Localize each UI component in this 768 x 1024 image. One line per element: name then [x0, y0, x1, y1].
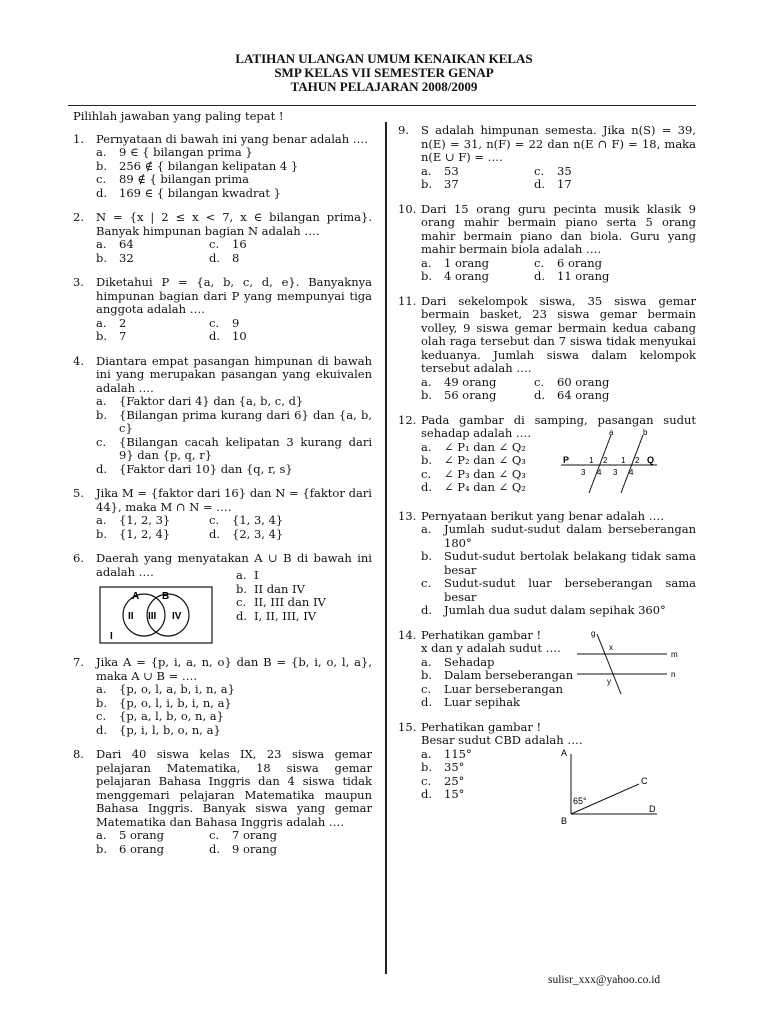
option[interactable]: b. 7 — [96, 329, 127, 343]
question-text: Perhatikan gambar ! — [421, 627, 542, 642]
question-number: 13. — [398, 508, 417, 523]
option[interactable]: d. Luar sepihak — [421, 695, 521, 709]
svg-text:2: 2 — [603, 455, 608, 465]
option[interactable]: b. {Bilangan prima kurang dari 6} dan {a, b, c} — [96, 407, 372, 435]
question-number: 10. — [398, 201, 417, 216]
option[interactable]: b. 6 orang — [96, 841, 165, 856]
venn-region-3: III — [148, 611, 157, 622]
svg-text:Q: Q — [647, 454, 655, 465]
question-number: 3. — [73, 275, 84, 289]
question-11 — [398, 295, 696, 403]
header-line-1: LATIHAN ULANGAN UMUM KENAIKAN KELAS — [235, 51, 533, 66]
option[interactable]: c. 6 orang — [534, 255, 603, 270]
column-divider — [385, 122, 387, 974]
question-number: 2. — [73, 210, 84, 224]
option[interactable]: d. I, II, III, IV — [236, 608, 317, 623]
svg-text:y: y — [607, 677, 611, 686]
svg-text:4: 4 — [629, 467, 634, 477]
question-number: 4. — [73, 353, 84, 368]
option[interactable]: a. {Faktor dari 4} dan {a, b, c, d} — [96, 394, 304, 408]
option[interactable]: c. 16 — [209, 237, 247, 251]
question-text: Daerah yang menyatakan A ∪ B di bawah ini adalah …. — [96, 551, 372, 579]
question-15 — [398, 721, 696, 828]
question-text: Dari sekelompok siswa, 35 siswa gemar bermain basket, 23 siswa gemar bermain volley, 9 siswa gemar bermain kedua cabang olah raga tersebut dan 7 siswa tidak menyukai keduanya. Jumlah siswa dalam kelompok tersebut adalah …. — [421, 293, 696, 375]
question-number: 5. — [73, 486, 84, 500]
svg-text:3: 3 — [613, 467, 618, 477]
svg-text:B: B — [561, 815, 568, 826]
option[interactable]: a. ∠ P₁ dan ∠ Q₂ — [421, 439, 526, 454]
question-number: 11. — [398, 293, 417, 308]
question-text: Pada gambar di samping, pasangan sudut sehadap adalah …. — [421, 412, 696, 440]
svg-text:C: C — [641, 775, 648, 786]
parallel-lines-figure — [561, 429, 661, 499]
venn-region-2: II — [128, 611, 134, 622]
option[interactable]: b. Sudut-sudut bertolak belakang tidak sama besar — [421, 549, 696, 577]
svg-text:a: a — [609, 428, 614, 437]
svg-text:4: 4 — [597, 467, 602, 477]
option[interactable]: a. {1, 2, 3} — [96, 513, 171, 527]
svg-text:x: x — [609, 643, 613, 652]
svg-text:1: 1 — [589, 455, 594, 465]
option[interactable]: b. {1, 2, 4} — [96, 526, 171, 541]
option[interactable]: d. Jumlah dua sudut dalam sepihak 360° — [421, 603, 666, 617]
option[interactable]: c. 89 ∉ { bilangan prima — [96, 172, 249, 186]
svg-text:1: 1 — [621, 455, 626, 465]
option[interactable]: a. 5 orang — [96, 828, 165, 842]
question-6 — [73, 552, 372, 645]
question-4 — [73, 355, 372, 477]
question-subtext: x dan y adalah sudut …. — [421, 641, 561, 655]
svg-text:P: P — [563, 454, 570, 465]
option[interactable]: d. 64 orang — [534, 388, 610, 402]
question-9 — [398, 124, 696, 192]
question-number: 9. — [398, 123, 409, 137]
option[interactable]: b. 37 — [421, 177, 459, 191]
option[interactable]: c. 7 orang — [209, 828, 278, 842]
option[interactable]: b. II dan IV — [236, 581, 305, 596]
question-text: Pernyataan di bawah ini yang benar adalah …. — [96, 131, 368, 146]
venn-region-4: IV — [172, 611, 182, 622]
option[interactable]: c. {p, a, l, b, o, n, a} — [96, 709, 224, 723]
question-text: N = {x | 2 ≤ x < 7, x ∈ bilangan prima}. Banyak himpunan bagian N adalah …. — [96, 210, 372, 238]
instruction: Pilihlah jawaban yang paling tepat ! — [73, 109, 284, 123]
question-2 — [73, 211, 372, 265]
footer-email: sulisr_xxx@yahoo.co.id — [548, 974, 661, 986]
option[interactable]: a. 64 — [96, 237, 134, 251]
option[interactable]: c. {1, 3, 4} — [209, 513, 284, 527]
question-10 — [398, 203, 696, 284]
option[interactable]: c. Sudut-sudut luar berseberangan sama besar — [421, 576, 696, 604]
header-divider — [68, 105, 696, 106]
option[interactable]: b. Dalam berseberangan — [421, 668, 574, 682]
svg-text:g: g — [591, 629, 596, 638]
question-text: Jika A = {p, i, a, n, o} dan B = {b, i, o, l, a}, maka A ∪ B = …. — [96, 655, 372, 683]
question-text: Perhatikan gambar ! — [421, 719, 542, 734]
option[interactable]: c. II, III dan IV — [236, 595, 326, 609]
question-number: 8. — [73, 747, 84, 761]
question-number: 7. — [73, 655, 84, 669]
header-line-3: TAHUN PELAJARAN 2008/2009 — [290, 79, 478, 94]
venn-region-1: I — [110, 631, 113, 642]
question-text: Diantara empat pasangan himpunan di bawah ini yang merupakan pasangan yang ekuivalen adalah …. — [96, 353, 372, 395]
svg-text:65°: 65° — [573, 795, 587, 806]
option[interactable]: a. 2 — [96, 315, 127, 330]
option[interactable]: b. 32 — [96, 250, 134, 265]
option[interactable]: a. 1 orang — [421, 255, 490, 270]
option[interactable]: d. 8 — [209, 250, 240, 265]
svg-text:b: b — [643, 428, 648, 437]
question-13 — [398, 510, 696, 618]
option[interactable]: b. 56 orang — [421, 388, 497, 402]
venn-label-b: B — [162, 591, 170, 602]
option[interactable]: b. 256 ∉ { bilangan kelipatan 4 } — [96, 158, 299, 173]
angle-figure — [531, 748, 661, 828]
left-column — [73, 110, 372, 867]
question-7 — [73, 656, 372, 737]
question-14 — [398, 629, 696, 710]
option[interactable]: a. Sehadap — [421, 654, 495, 669]
option[interactable]: a. Jumlah sudut-sudut dalam berseberangan 180° — [421, 522, 696, 550]
question-3 — [73, 276, 372, 344]
option[interactable]: b. {p, o, l, i, b, i, n, a} — [96, 695, 232, 710]
question-text: Dari 15 orang guru pecinta musik klasik 9 orang mahir bermain piano serta 5 orang mahir bermain piano dan biola. Guru yang mahir bermain biola adalah …. — [421, 201, 696, 256]
option[interactable]: d. 169 ∈ { bilangan kwadrat } — [96, 185, 281, 200]
question-12 — [398, 414, 696, 499]
option[interactable]: b. 35° — [421, 760, 465, 774]
option[interactable]: c. 60 orang — [534, 374, 610, 389]
transversal-figure — [569, 628, 681, 696]
question-number: 1. — [73, 131, 84, 146]
option[interactable]: b. ∠ P₂ dan ∠ Q₃ — [421, 453, 526, 467]
question-number: 6. — [73, 551, 84, 565]
document-header — [0, 52, 768, 94]
option[interactable]: d. {p, i, l, b, o, n, a} — [96, 722, 221, 737]
option[interactable]: d. 17 — [534, 177, 572, 191]
question-number: 15. — [398, 719, 417, 734]
option[interactable]: c. ∠ P₃ dan ∠ Q₃ — [421, 466, 526, 481]
option[interactable]: c. 9 — [209, 315, 240, 330]
option[interactable]: a. 53 — [421, 163, 459, 178]
option[interactable]: c. 25° — [421, 773, 465, 788]
svg-text:2: 2 — [635, 455, 640, 465]
option[interactable]: c. {Bilangan cacah kelipatan 3 kurang dari 9} dan {p, q, r} — [96, 434, 372, 462]
option[interactable]: c. Luar berseberangan — [421, 681, 563, 696]
question-subtext: Besar sudut CBD adalah …. — [421, 733, 583, 747]
option[interactable]: d. {Faktor dari 10} dan {q, r, s} — [96, 461, 293, 476]
question-5 — [73, 487, 372, 541]
option[interactable]: a. 9 ∈ { bilangan prima } — [96, 145, 253, 159]
option[interactable]: d. {2, 3, 4} — [209, 526, 284, 541]
svg-text:3: 3 — [581, 467, 586, 477]
question-text: S adalah himpunan semesta. Jika n(S) = 39, n(E) = 31, n(F) = 22 dan n(E ∩ F) = 18, maka n(E ∪ F) = …. — [421, 123, 696, 164]
svg-text:n: n — [671, 670, 676, 679]
option[interactable]: c. 35 — [534, 163, 572, 178]
option[interactable]: d. 11 orang — [534, 269, 610, 283]
question-1 — [73, 133, 372, 201]
option[interactable]: a. I — [236, 568, 259, 582]
venn-diagram — [96, 581, 216, 645]
question-number: 14. — [398, 627, 417, 642]
option[interactable]: d. 10 — [209, 329, 247, 343]
option[interactable]: d. 15° — [421, 787, 465, 801]
svg-text:A: A — [561, 747, 568, 758]
question-text: Pernyataan berikut yang benar adalah …. — [421, 508, 664, 523]
option[interactable]: a. {p, o, l, a, b, i, n, a} — [96, 682, 235, 696]
header-line-2: SMP KELAS VII SEMESTER GENAP — [274, 65, 494, 80]
question-text: Jika M = {faktor dari 16} dan N = {faktor dari 44}, maka M ∩ N = …. — [96, 486, 372, 514]
option[interactable]: a. 115° — [421, 746, 472, 761]
option[interactable]: d. 9 orang — [209, 841, 278, 856]
venn-label-a: A — [132, 591, 140, 602]
option[interactable]: b. 4 orang — [421, 269, 490, 283]
option[interactable]: a. 49 orang — [421, 374, 497, 389]
svg-text:m: m — [671, 650, 678, 659]
option[interactable]: d. ∠ P₄ dan ∠ Q₂ — [421, 480, 526, 494]
question-text: Diketahui P = {a, b, c, d, e}. Banyaknya himpunan bagian dari P yang mempunyai tiga anggota adalah …. — [96, 275, 372, 316]
question-number: 12. — [398, 412, 417, 427]
question-8 — [73, 748, 372, 856]
right-column — [398, 124, 696, 839]
svg-text:D: D — [649, 803, 656, 814]
question-text: Dari 40 siswa kelas IX, 23 siswa gemar pelajaran Matematika, 18 siswa gemar pelajaran Bahasa Inggris dan 4 siswa tidak menggemari pelajaran Matematika maupun Bahasa Inggris. Banyak siswa yang gemar Matematika dan Bahasa Inggris adalah …. — [96, 747, 372, 829]
